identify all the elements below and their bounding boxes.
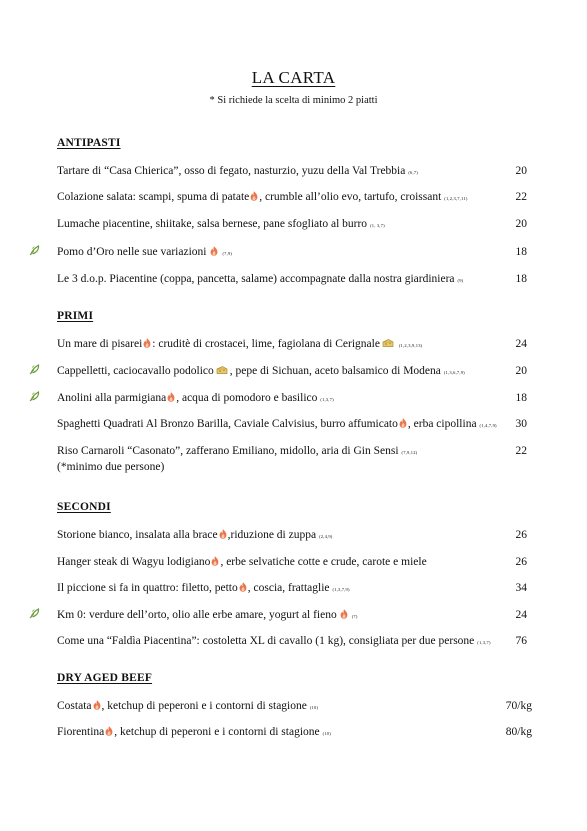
item-name: Come una “Faldìa Piacentina”: costoletta XL di cavallo (1 kg), consigliata per due persone: [57, 635, 475, 647]
item-name: Spaghetti Quadrati Al Bronzo Barilla, Caviale Calvisius, burro affumicato: [57, 418, 398, 430]
item-allergens: (9): [457, 278, 464, 283]
item-price: 34: [515, 582, 527, 594]
item-name-cont: : cruditè di crostacei, lime, fagiolana di Cerignale: [152, 338, 380, 350]
item-price: 20: [515, 165, 527, 177]
item-name: Storione bianco, insalata alla brace: [57, 529, 218, 541]
menu-item: [57, 164, 527, 180]
menu-item: [57, 608, 527, 624]
flame-icon: [211, 556, 219, 566]
item-price: 24: [515, 338, 527, 350]
item-note: (*minimo due persone): [57, 461, 165, 473]
page-title: LA CARTA: [251, 68, 336, 87]
menu-item: [57, 528, 527, 544]
item-name: Il piccione si fa in quattro: filetto, petto: [57, 582, 238, 594]
menu-item: [57, 391, 527, 407]
item-name-cont: , erba cipollina: [407, 418, 477, 430]
menu-item: [57, 417, 527, 433]
item-name: Costata: [57, 700, 92, 712]
item-name-cont: , coscia, frattaglie: [247, 582, 330, 594]
item-price: 18: [515, 273, 527, 285]
item-price: 76: [515, 635, 527, 647]
flame-icon: [105, 726, 113, 736]
item-name-cont: , acqua di pomodoro e basilico: [176, 392, 318, 404]
item-price: 20: [515, 218, 527, 230]
leaf-icon: [29, 363, 41, 375]
menu-item: [57, 555, 527, 569]
menu-item: [57, 337, 527, 353]
item-name-cont: ,riduzione di zuppa: [227, 529, 317, 541]
flame-icon: [143, 338, 151, 348]
flame-icon: [340, 609, 348, 619]
menu-item: [57, 581, 527, 597]
item-allergens: (1,2,3,7,11): [444, 196, 468, 201]
item-allergens: (7): [351, 614, 358, 619]
item-name-cont: , erbe selvatiche cotte e crude, carote e miele: [220, 556, 427, 568]
cheese-icon: [382, 338, 394, 348]
item-name: Fiorentina: [57, 726, 105, 738]
menu-item: [57, 699, 532, 715]
item-allergens: (1,3,6,7,9): [443, 370, 465, 375]
item-name: Tartare di “Casa Chierica”, osso di fegato, nasturzio, yuzu della Val Trebbia: [57, 165, 406, 177]
item-name-cont: , ketchup di peperoni e i contorni di stagione: [101, 700, 307, 712]
item-name: Hanger steak di Wagyu lodigiano: [57, 556, 211, 568]
item-price: 18: [515, 392, 527, 404]
item-name: Colazione salata: scampi, spuma di patate: [57, 191, 250, 203]
item-name: Anolini alla parmigiana: [57, 392, 167, 404]
item-name: Le 3 d.o.p. Piacentine (coppa, pancetta, salame) accompagnate dalla nostra giardiniera: [57, 273, 455, 285]
item-name: Pomo d’Oro nelle sue variazioni: [57, 246, 207, 258]
item-name-cont: , ketchup di peperoni e i contorni di stagione: [114, 726, 320, 738]
section-title-secondi: SECONDI: [57, 501, 111, 513]
menu-item: [57, 190, 527, 206]
item-allergens: (1,4,7,9): [479, 423, 497, 428]
item-price: 22: [515, 191, 527, 203]
section-title-antipasti: ANTIPASTI: [57, 137, 121, 149]
item-price: 30: [515, 418, 527, 430]
item-price: 24: [515, 609, 527, 621]
item-allergens: (10): [322, 731, 331, 736]
item-price: 22: [515, 445, 527, 457]
flame-icon: [239, 582, 247, 592]
flame-icon: [219, 529, 227, 539]
leaf-icon: [29, 607, 41, 619]
page-subtitle: * Si richiede la scelta di minimo 2 piatti: [209, 95, 378, 106]
menu-item: [57, 634, 527, 650]
item-allergens: (1,2,3,9,13): [398, 343, 423, 348]
flame-icon: [93, 700, 101, 710]
menu-item: [57, 444, 527, 474]
flame-icon: [250, 191, 258, 201]
flame-icon: [210, 246, 218, 256]
item-name: Cappelletti, caciocavallo podolico: [57, 365, 214, 377]
item-name: Km 0: verdure dell’orto, olio alle erbe amare, yogurt al fieno: [57, 609, 337, 621]
item-name: Riso Carnaroli “Casonato”, zafferano Emiliano, midollo, aria di Gin Sensi: [57, 445, 399, 457]
item-price: 26: [515, 556, 527, 568]
item-name-cont: , pepe di Sichuan, aceto balsamico di Modena: [229, 365, 441, 377]
item-allergens: (1,3,7): [320, 397, 334, 402]
leaf-icon: [29, 244, 41, 256]
item-allergens: (7,9,12): [401, 450, 418, 455]
item-name: Lumache piacentine, shiitake, salsa bernese, pane sfogliato al burro: [57, 218, 368, 230]
menu-item: [57, 364, 527, 380]
menu-item: [57, 272, 527, 288]
flame-icon: [167, 392, 175, 402]
item-allergens: (1,3,7): [477, 640, 491, 645]
item-price: 70/kg: [505, 700, 532, 712]
menu-item: [57, 245, 527, 261]
item-allergens: (10): [309, 705, 319, 710]
leaf-icon: [29, 390, 41, 402]
item-name: Un mare di pisarei: [57, 338, 143, 350]
item-price: 18: [515, 246, 527, 258]
section-title-dry-aged-beef: DRY AGED BEEF: [57, 672, 153, 684]
item-price: 20: [515, 365, 527, 377]
menu-item: [57, 217, 527, 233]
section-title-primi: PRIMI: [57, 310, 94, 322]
cheese-icon: [216, 365, 228, 375]
flame-icon: [399, 418, 407, 428]
item-name-cont: , crumble all’olio evo, tartufo, croissant: [259, 191, 442, 203]
item-allergens: (1, 3,7): [370, 223, 385, 228]
item-allergens: (6,7): [408, 170, 418, 175]
item-allergens: (1,3,7,9): [332, 587, 350, 592]
item-allergens: (2,4,9): [319, 534, 333, 539]
item-allergens: (7,9): [222, 251, 233, 256]
item-price: 80/kg: [505, 726, 532, 738]
menu-item: [57, 725, 532, 741]
item-price: 26: [515, 529, 527, 541]
